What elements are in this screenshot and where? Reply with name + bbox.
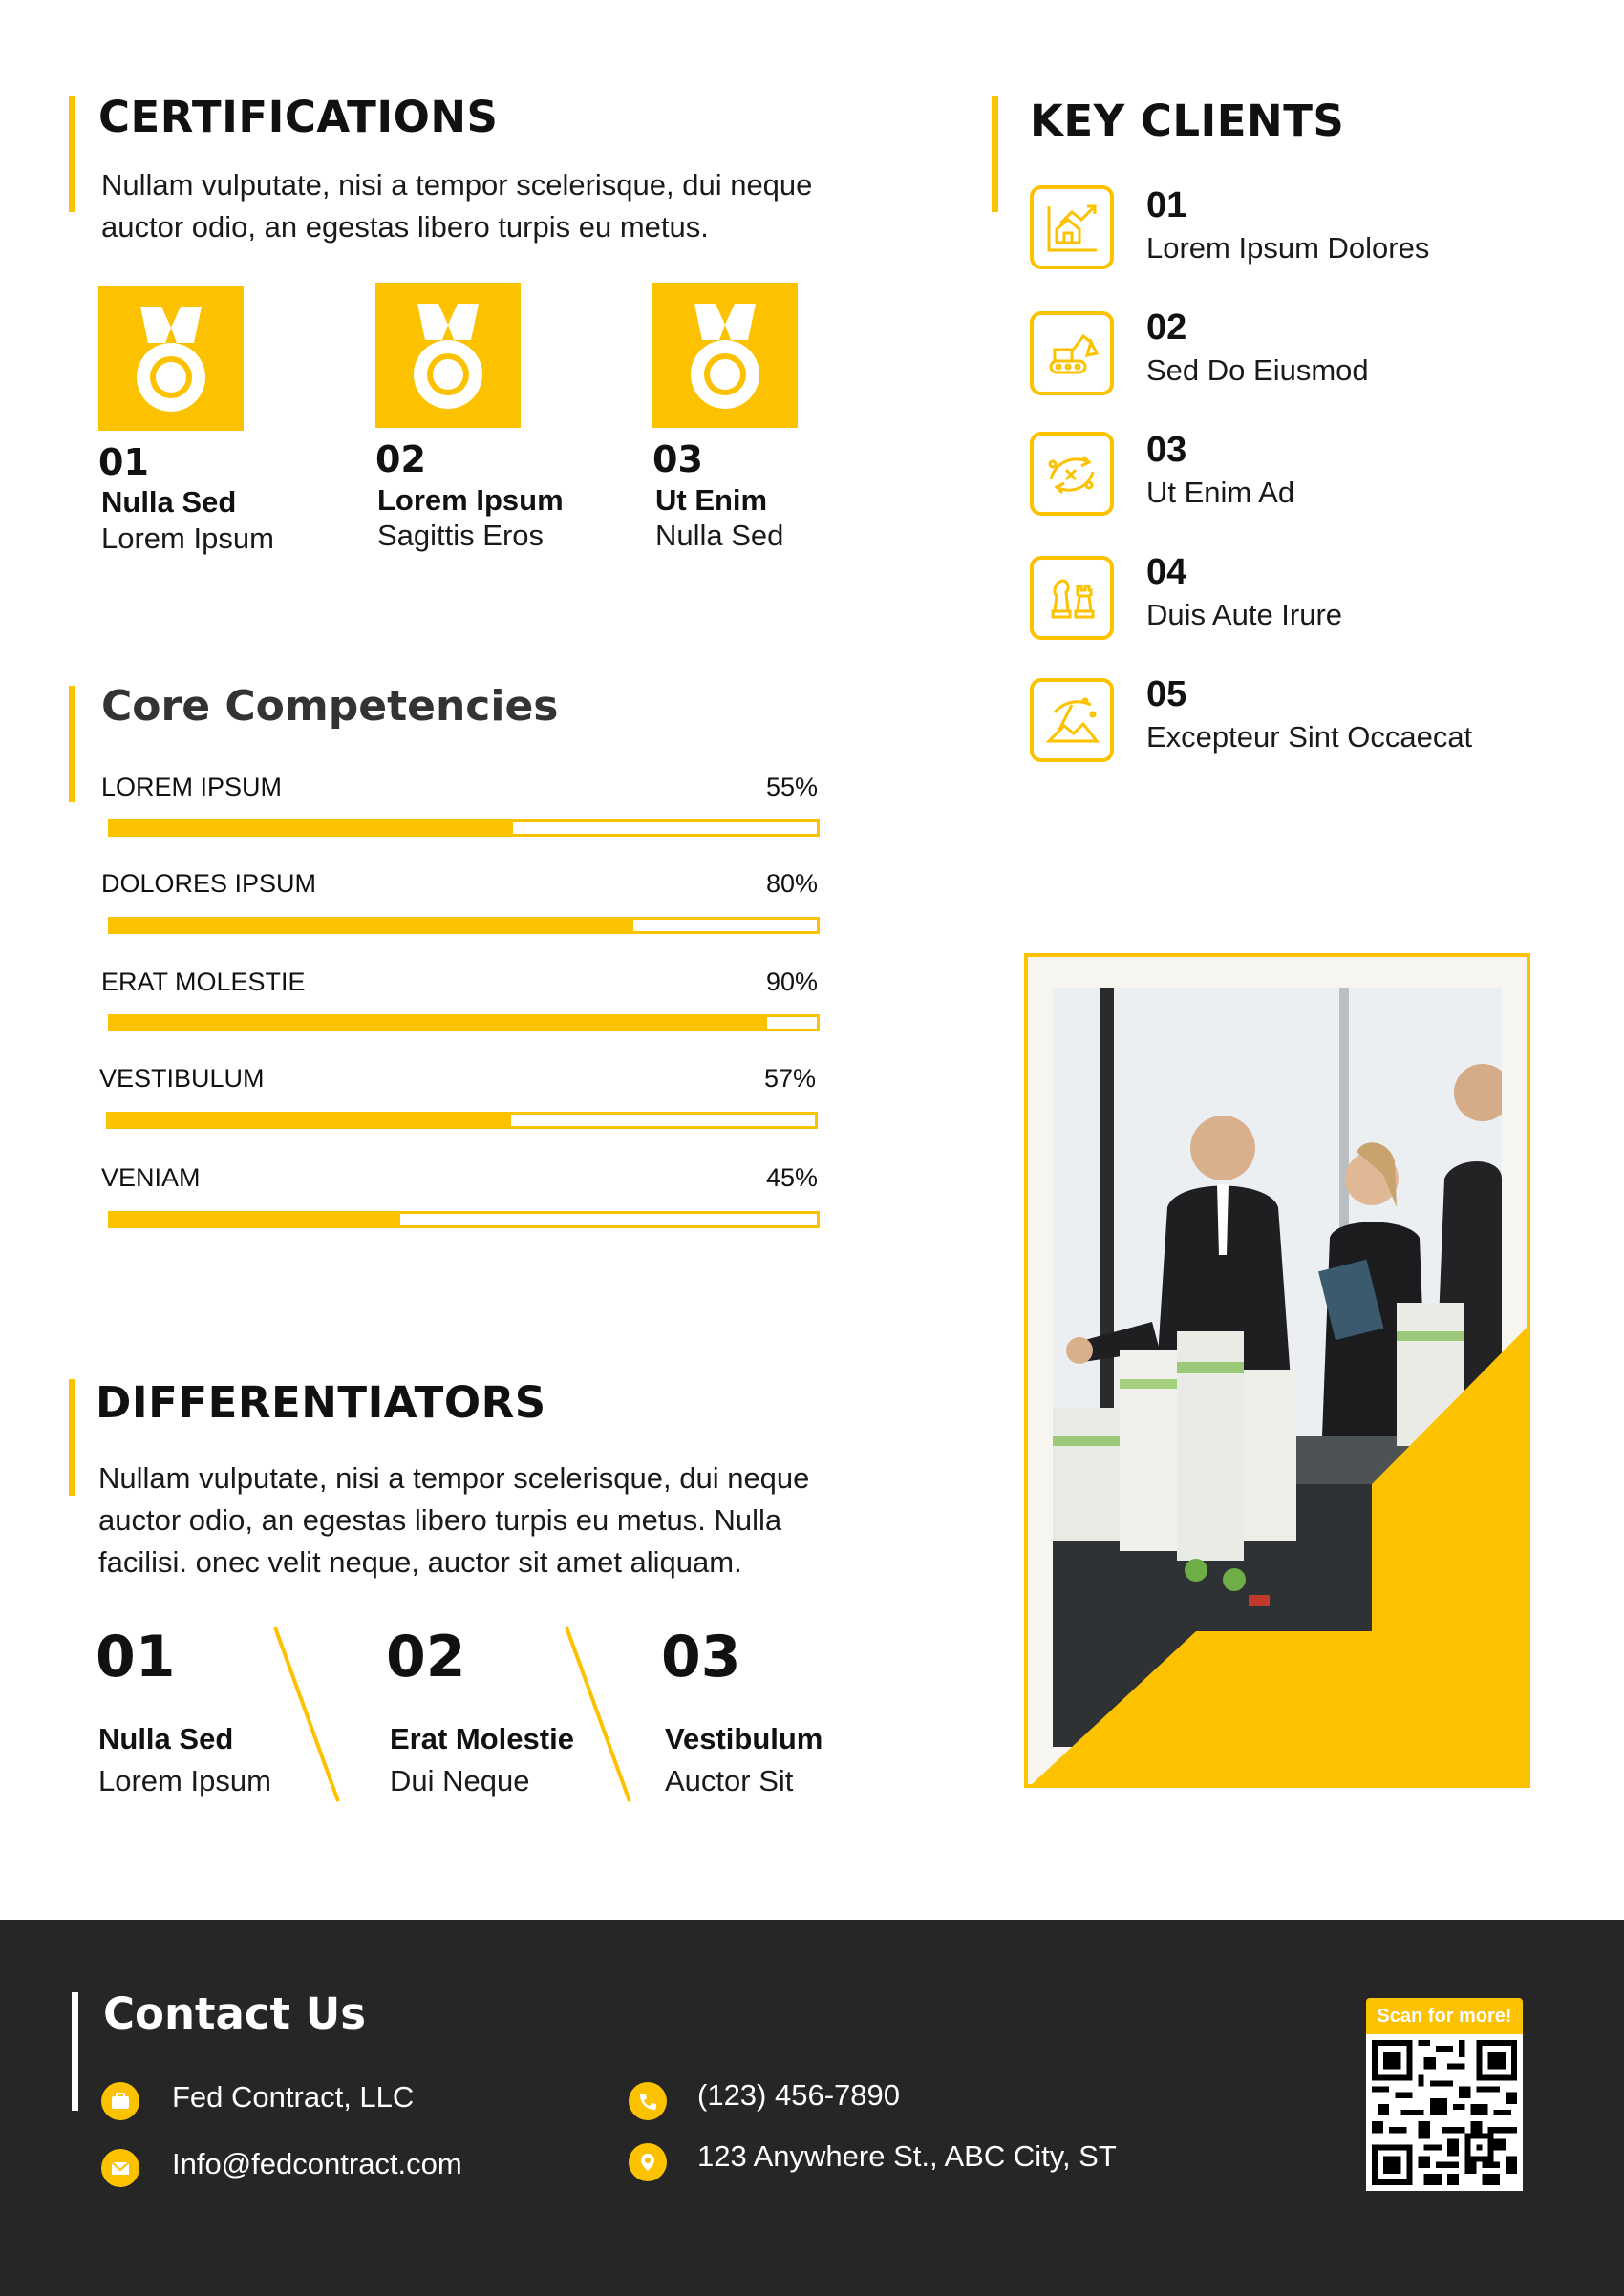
skill-percent: 80% — [765, 869, 818, 898]
differentiator-number: 03 — [661, 1624, 741, 1690]
skill-percent: 90% — [765, 967, 818, 996]
client-name: Lorem Ipsum Dolores — [1146, 231, 1430, 265]
phone-number[interactable]: (123) 456-7890 — [697, 2078, 900, 2112]
skill-label: LOREM IPSUM — [101, 773, 283, 801]
contact-title: Contact Us — [103, 1988, 367, 2039]
client-number: 01 — [1146, 185, 1187, 225]
certification-subtitle: Nulla Sed — [655, 519, 784, 552]
certification-number: 02 — [375, 438, 426, 480]
client-number: 05 — [1146, 674, 1187, 714]
certification-title: Lorem Ipsum — [377, 483, 564, 517]
client-icon-box — [1030, 678, 1114, 762]
differentiator-subtitle: Dui Neque — [390, 1764, 530, 1797]
certifications-intro: Nullam vulputate, nisi a tempor scelerisque, dui neque auctor odio, an egestas libero turpis eu metus. — [101, 168, 813, 244]
client-number: 04 — [1146, 552, 1187, 592]
skill-progress-bar — [108, 1014, 820, 1031]
medal-icon — [375, 283, 521, 428]
skill-progress-fill — [109, 1115, 511, 1126]
differentiator-subtitle: Lorem Ipsum — [98, 1764, 271, 1797]
skill-progress-bar — [106, 1112, 818, 1129]
qr-label: Scan for more! — [1366, 1998, 1523, 2034]
location-icon-wrap — [629, 2143, 667, 2181]
medal-icon — [652, 283, 798, 428]
key-clients-title: KEY CLIENTS — [1030, 96, 1345, 146]
skill-label: VESTIBULUM — [99, 1064, 265, 1093]
certification-badge-2 — [375, 283, 521, 428]
location-pin-icon — [637, 2152, 658, 2173]
property-chart-icon — [1041, 197, 1102, 258]
client-name: Sed Do Eiusmod — [1146, 353, 1369, 387]
certifications-title: CERTIFICATIONS — [98, 92, 499, 142]
photo-yellow-accent — [1024, 953, 1530, 1788]
certification-badge-1 — [98, 286, 244, 431]
company-icon — [101, 2082, 139, 2120]
client-icon-box — [1030, 185, 1114, 269]
skill-percent: 55% — [765, 773, 818, 801]
email-icon-wrap — [101, 2149, 139, 2187]
skill-percent: 45% — [765, 1163, 818, 1192]
certifications-accent-bar — [69, 96, 75, 212]
competencies-accent-bar — [69, 686, 75, 802]
differentiators-intro: Nullam vulputate, nisi a tempor scelerisque, dui neque auctor odio, an egestas libero turpis eu metus. Nulla facilisi. onec velit neque, auctor sit amet aliquam. — [98, 1461, 810, 1579]
certification-title: Ut Enim — [655, 483, 768, 517]
differentiator-subtitle: Auctor Sit — [665, 1764, 794, 1797]
chess-icon — [1041, 567, 1102, 628]
contact-accent-bar — [72, 1992, 78, 2111]
mining-icon — [1041, 690, 1102, 751]
certification-subtitle: Sagittis Eros — [377, 519, 545, 552]
phone-icon-wrap — [629, 2082, 667, 2120]
excavator-icon — [1041, 323, 1102, 384]
skill-label: ERAT MOLESTIE — [101, 967, 306, 996]
strategy-icon — [1041, 443, 1102, 504]
client-name: Ut Enim Ad — [1146, 476, 1295, 509]
certification-subtitle: Lorem Ipsum — [101, 521, 274, 555]
skill-progress-fill — [111, 1214, 400, 1225]
key-clients-accent-bar — [992, 96, 998, 212]
client-name: Excepteur Sint Occaecat — [1146, 720, 1473, 754]
email-link[interactable]: Info@fedcontract.com — [172, 2147, 462, 2180]
differentiator-divider — [559, 1624, 635, 1805]
skill-progress-fill — [111, 1017, 767, 1029]
differentiator-divider — [267, 1624, 344, 1805]
skill-progress-fill — [111, 822, 513, 834]
certification-number: 03 — [652, 438, 703, 480]
briefcase-icon — [110, 2091, 131, 2112]
address-text: 123 Anywhere St., ABC City, ST — [697, 2139, 1117, 2173]
client-icon-box — [1030, 432, 1114, 516]
mail-icon — [110, 2158, 131, 2179]
differentiators-title: DIFFERENTIATORS — [96, 1377, 546, 1428]
contact-footer — [0, 1920, 1624, 2296]
skill-progress-fill — [111, 920, 633, 931]
qr-code[interactable] — [1366, 2034, 1523, 2191]
client-name: Duis Aute Irure — [1146, 598, 1343, 631]
certification-title: Nulla Sed — [101, 485, 237, 519]
competencies-title: Core Competencies — [101, 682, 559, 731]
differentiators-accent-bar — [69, 1379, 75, 1496]
skill-label: VENIAM — [101, 1163, 201, 1192]
differentiator-number: 02 — [386, 1624, 466, 1690]
qr-code-icon — [1372, 2040, 1517, 2185]
skill-percent: 57% — [763, 1064, 816, 1093]
differentiator-title: Vestibulum — [665, 1722, 823, 1755]
differentiator-number: 01 — [96, 1624, 176, 1690]
skill-label: DOLORES IPSUM — [101, 869, 317, 898]
differentiator-title: Nulla Sed — [98, 1722, 234, 1755]
skill-progress-bar — [108, 819, 820, 837]
skill-progress-bar — [108, 917, 820, 934]
skill-progress-bar — [108, 1211, 820, 1228]
client-icon-box — [1030, 311, 1114, 395]
certification-badge-3 — [652, 283, 798, 428]
differentiator-title: Erat Molestie — [390, 1722, 574, 1755]
client-number: 03 — [1146, 430, 1187, 470]
client-icon-box — [1030, 556, 1114, 640]
company-name: Fed Contract, LLC — [172, 2080, 415, 2114]
phone-icon — [637, 2091, 658, 2112]
client-number: 02 — [1146, 308, 1187, 348]
certification-number: 01 — [98, 441, 149, 483]
medal-icon — [98, 286, 244, 431]
